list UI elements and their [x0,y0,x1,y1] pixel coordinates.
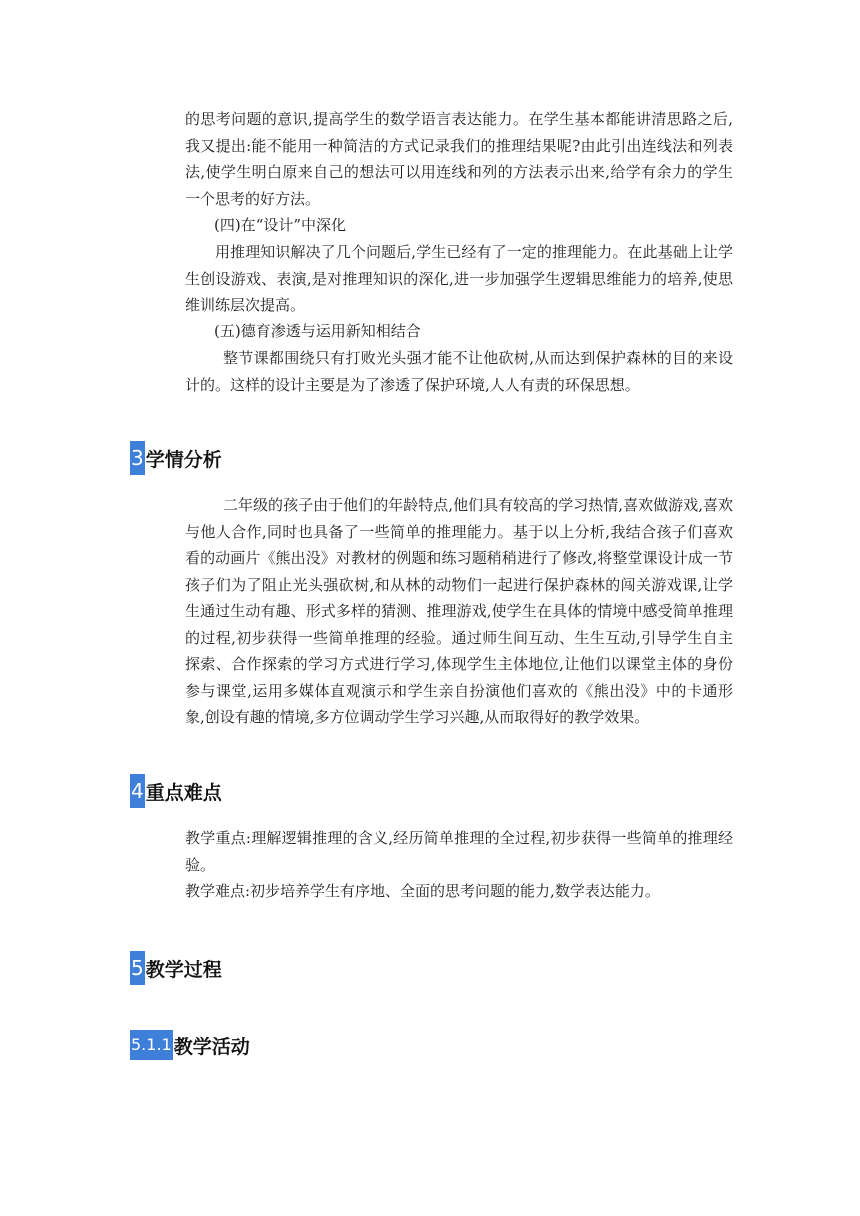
section-number: 4 [130,774,145,808]
section-title: 教学活动 [173,1035,250,1058]
section-heading-student-analysis [130,441,222,475]
subheading-moral-education: (五)德育渗透与运用新知相结合 [214,322,421,340]
subheading-design: (四)在“设计”中深化 [214,216,347,234]
teaching-key-point: 教学重点:理解逻辑推理的含义,经历简单推理的全过程,初步获得一些简单的推理经验。 [185,829,733,874]
section-heading-key-points [130,774,222,808]
section-heading-teaching-activity [130,1030,250,1060]
section-number: 3 [130,441,145,475]
intro-paragraph-3: 整节课都围绕只有打败光头强才能不让他砍树,从而达到保护森林的目的来设计的。这样的设计主要是为了渗透了保护环境,人人有责的环保思想。 [185,349,733,394]
teaching-difficult-point: 教学难点:初步培养学生有序地、全面的思考问题的能力,数学表达能力。 [185,882,660,900]
section-number: 5 [130,951,145,985]
section-title: 重点难点 [145,781,222,804]
section-title: 教学过程 [145,958,222,981]
section-number: 5.1.1 [130,1030,173,1060]
intro-paragraph-1: 的思考问题的意识,提高学生的数学语言表达能力。在学生基本都能讲清思路之后,我又提出:能不能用一种简洁的方式记录我们的推理结果呢?由此引出连线法和列表法,使学生明白原来自己的想法可以用连线和列的方法表示出来,给学有余力的学生一个思考的好方法。 [185,110,733,208]
section-title: 学情分析 [145,448,222,471]
student-analysis-paragraph: 二年级的孩子由于他们的年龄特点,他们具有较高的学习热情,喜欢做游戏,喜欢与他人合作,同时也具备了一些简单的推理能力。基于以上分析,我结合孩子们喜欢看的动画片《熊出没》对教材的例题和练习题稍稍进行了修改,将整堂课设计成一节孩子们为了阻止光头强砍树,和从林的动物们一起进行保护森林的闯关游戏课,让学生通过生动有趣、形式多样的猜测、推理游戏,使学生在具体的情境中感受简单推理的过程,初步获得一些简单推理的经验。通过师生间互动、生生互动,引导学生自主探索、合作探索的学习方式进行学习,体现学生主体地位,让他们以课堂主体的身份参与课堂,运用多媒体直观演示和学生亲自扮演他们喜欢的《熊出没》中的卡通形象,创设有趣的情境,多方位调动学生学习兴趣,从而取得好的教学效果。 [185,496,733,726]
intro-paragraph-2: 用推理知识解决了几个问题后,学生已经有了一定的推理能力。在此基础上让学生创设游戏、表演,是对推理知识的深化,进一步加强学生逻辑思维能力的培养,使思维训练层次提高。 [185,243,733,314]
section-heading-teaching-process [130,951,222,985]
